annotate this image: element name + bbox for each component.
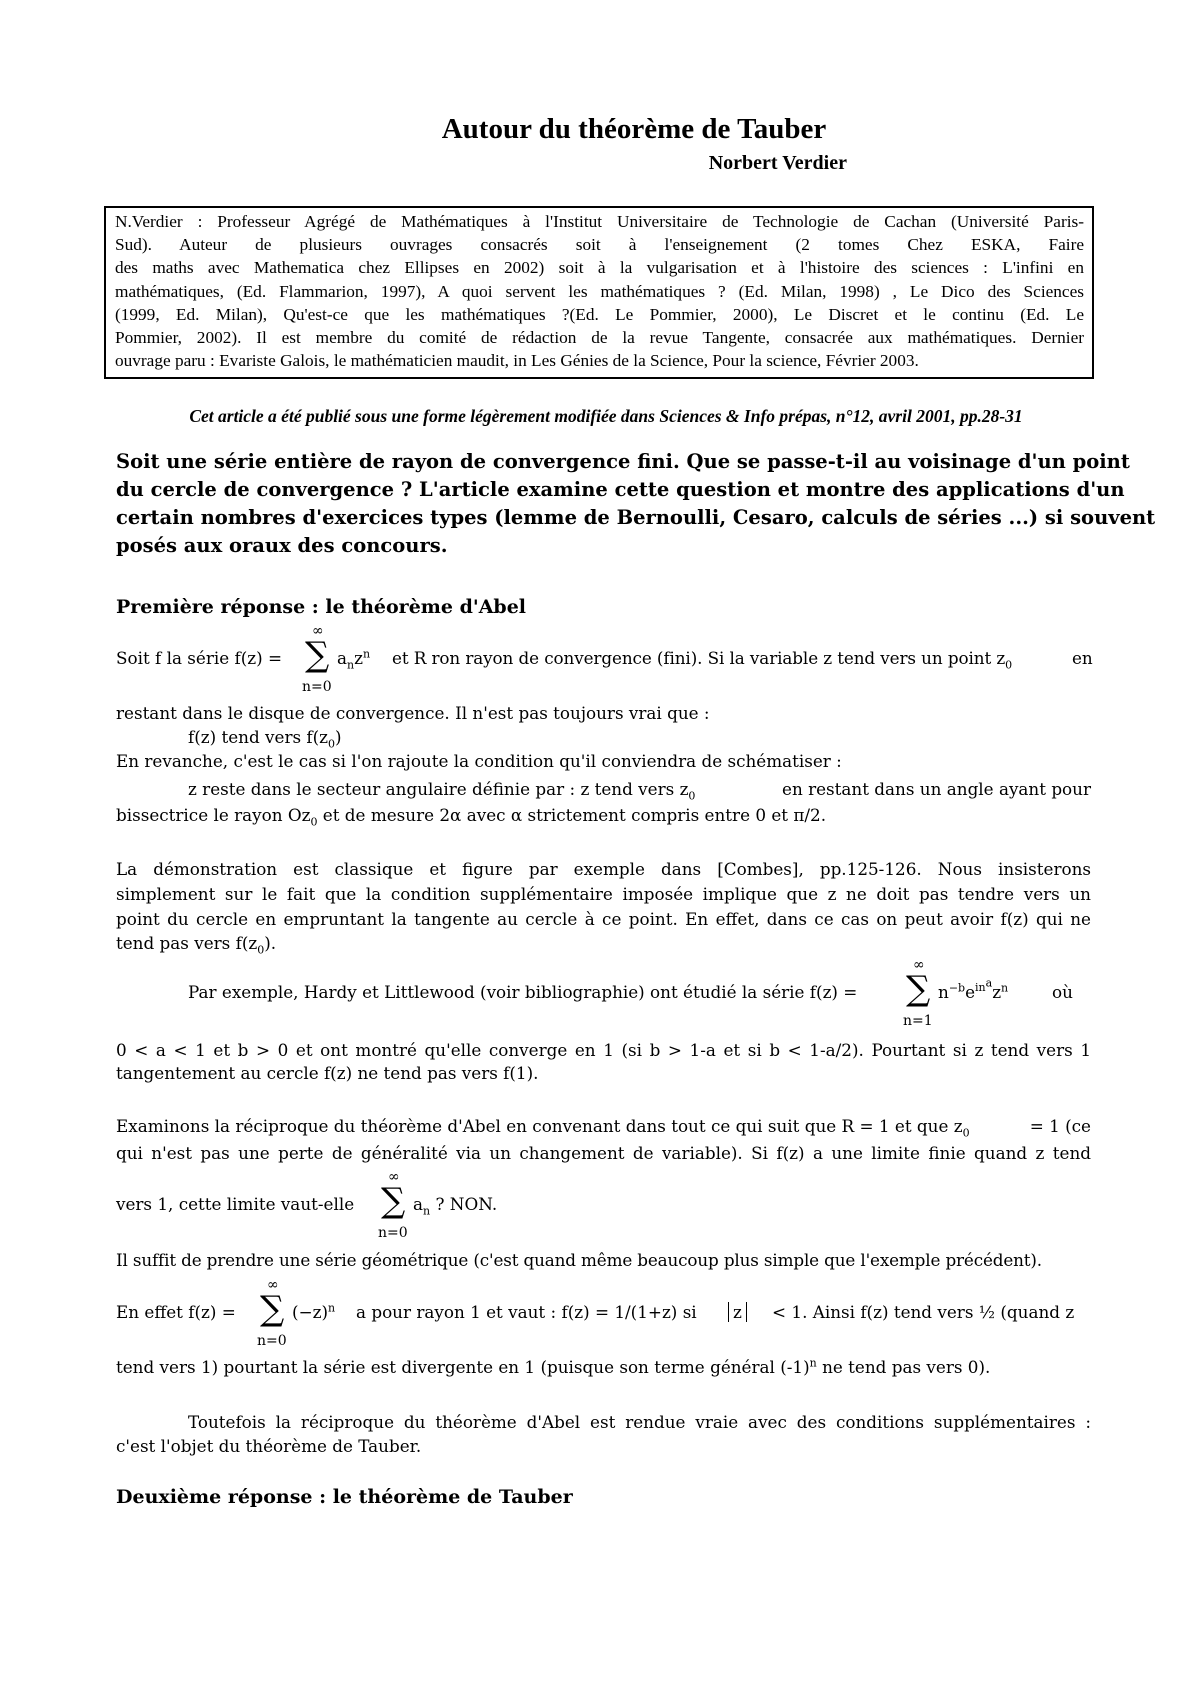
text-line <box>188 727 342 751</box>
sub-n: n <box>347 658 355 672</box>
abstract-line: Soit une série entière de rayon de convergence fini. Que se passe-t-il au voisinage d'un point <box>116 450 1130 473</box>
sup-n: n <box>809 1356 817 1370</box>
text-line: c'est l'objet du théorème de Tauber. <box>116 1436 422 1456</box>
abstract-line: certain nombres d'exercices types (lemme de Bernoulli, Cesaro, calculs de séries ...) si souvent <box>116 506 1156 529</box>
publication-note: Cet article a été publié sous une forme légèrement modifiée dans Sciences & Info prépas, n°12, avril 2001, pp.28-31 <box>189 406 1023 426</box>
section-heading-abel: Première réponse : le théorème d'Abel <box>116 596 527 618</box>
bio-line: Sud). Auteur de plusieurs ouvrages consacrés soit à l'enseignement (2 tomes Chez ESKA, Faire <box>115 235 1084 255</box>
text-line: Il suffit de prendre une série géométrique (c'est quand même beaucoup plus simple que l'exemple précédent). <box>116 1250 1042 1270</box>
sum-term <box>292 1302 335 1322</box>
text-line: point du cercle en empruntant la tangente au cercle à ce point. En effet, dans ce cas on peut avoir f(z) qui ne <box>116 909 1091 929</box>
sub-0: 0 <box>1005 658 1012 672</box>
term-a: a <box>337 648 348 668</box>
abstract-line: du cercle de convergence ? L'article examine cette question et montre des applications d'un <box>116 478 1125 501</box>
text-line: < 1. Ainsi f(z) tend vers ½ (quand z <box>772 1302 1075 1322</box>
text-line: En effet f(z) = <box>116 1302 236 1322</box>
sum-term <box>413 1194 498 1218</box>
text-span: Soit f la série f(z) = <box>116 648 283 668</box>
text-span: z reste dans le secteur angulaire définie par : z tend vers z <box>188 779 689 799</box>
abstract-line: posés aux oraux des concours. <box>116 534 448 557</box>
text-line: restant dans le disque de convergence. Il n'est pas toujours vrai que : <box>116 703 710 723</box>
sum-symbol: ∑ <box>906 969 931 1009</box>
term-z: z <box>992 982 1002 1002</box>
text-line <box>116 1357 990 1377</box>
sum-term <box>337 647 371 672</box>
text-span: Examinons la réciproque du théorème d'Abel en convenant dans tout ce qui suit que R = 1 et que z <box>116 1116 963 1136</box>
sub-0: 0 <box>962 1126 970 1140</box>
sum-upper-bound: ∞ <box>388 1169 400 1185</box>
sub-0: 0 <box>328 737 336 751</box>
sum-upper-bound: ∞ <box>312 623 324 639</box>
text-span: en <box>1072 648 1093 668</box>
abstract <box>116 448 1156 560</box>
section-heading-tauber: Deuxième réponse : le théorème de Tauber <box>116 1486 573 1508</box>
text-line: En revanche, c'est le cas si l'on rajoute la condition qu'il conviendra de schématiser : <box>116 751 842 771</box>
sum-term <box>938 976 1009 1002</box>
author-bio-box <box>104 206 1094 379</box>
text-line <box>116 1116 1091 1140</box>
text-line <box>392 648 1012 672</box>
page-title: Autour du théorème de Tauber <box>441 113 827 145</box>
sub-0: 0 <box>257 943 265 957</box>
sum-lower-bound: n=1 <box>903 1013 933 1029</box>
sum-lower-bound: n=0 <box>378 1225 408 1241</box>
term-n: n <box>938 982 949 1002</box>
sup-a: a <box>985 976 993 990</box>
sup-n: n <box>328 1301 336 1315</box>
term-e: e <box>965 982 976 1002</box>
text-span: et de mesure 2α avec α strictement compris entre 0 et π/2. <box>322 805 827 825</box>
text-line: tangentement au cercle f(z) ne tend pas vers f(1). <box>116 1063 539 1083</box>
sup-n: n <box>362 647 371 661</box>
sub-0: 0 <box>310 815 318 829</box>
text-line: Toutefois la réciproque du théorème d'Abel est rendue vraie avec des conditions supplémentaires : <box>188 1412 1091 1432</box>
text-line: 0 < a < 1 et b > 0 et ont montré qu'elle converge en 1 (si b > 1-a et si b < 1-a/2). Pourtant si z tend vers 1 <box>116 1040 1091 1060</box>
sub-0: 0 <box>688 789 696 803</box>
term-a: a <box>413 1194 424 1214</box>
bio-line: N.Verdier : Professeur Agrégé de Mathématiques à l'Institut Universitaire de Technologie de Cachan (Université Paris- <box>115 212 1084 231</box>
bio-line: mathématiques, (Ed. Flammarion, 1997), A quoi servent les mathématiques ? (Ed. Milan, 1998) , Le Dico des Sciences <box>115 281 1084 301</box>
text-span: ne tend pas vers 0). <box>822 1357 991 1377</box>
text-span: ? NON. <box>435 1194 498 1214</box>
sum-lower-bound: n=0 <box>302 679 332 695</box>
text-span: bissectrice le rayon Oz <box>116 805 311 825</box>
text-line <box>116 933 277 957</box>
sum-symbol: ∑ <box>381 1181 406 1221</box>
text-span: f(z) tend vers f(z <box>188 727 329 747</box>
text-line: qui n'est pas une perte de généralité via un changement de variable). Si f(z) a une limite finie quand z tend <box>116 1143 1091 1163</box>
sup-n: n <box>1001 981 1009 995</box>
author-name: Norbert Verdier <box>708 152 847 174</box>
sup-in: in <box>975 981 986 995</box>
bio-line: Pommier, 2002). Il est membre du comité de rédaction de la revue Tangente, consacrée aux mathématiques. Dernier <box>115 327 1084 347</box>
text-span: = 1 (ce <box>1029 1116 1091 1136</box>
sum-symbol: ∑ <box>260 1289 285 1329</box>
text-line: simplement sur le fait que la condition supplémentaire imposée implique que z ne doit pas tendre vers un <box>116 884 1091 904</box>
text-line: Par exemple, Hardy et Littlewood (voir bibliographie) ont étudié la série f(z) = <box>188 982 858 1002</box>
text-span: tend vers 1) pourtant la série est divergente en 1 (puisque son terme général (-1) <box>116 1357 810 1377</box>
term-neg-z: (−z) <box>292 1302 328 1322</box>
text-line <box>116 648 282 668</box>
sum-symbol: ∑ <box>305 635 330 675</box>
sup-minus-b: −b <box>948 981 966 995</box>
text-span: ). <box>264 933 277 953</box>
text-line: La démonstration est classique et figure par exemple dans [Combes], pp.125-126. Nous insisterons <box>116 859 1091 879</box>
sum-lower-bound: n=0 <box>257 1333 287 1349</box>
text-span: où <box>1052 982 1073 1002</box>
text-line <box>116 805 827 829</box>
text-span: en restant dans un angle ayant pour <box>782 779 1091 799</box>
abs-z: z <box>728 1302 747 1322</box>
bio-line: ouvrage paru : Evariste Galois, le mathématicien maudit, in Les Génies de la Science, Pour la science, Février 2003. <box>115 351 919 371</box>
term-z: z <box>354 648 363 668</box>
bio-line: des maths avec Mathematica chez Ellipses en 2002) soit à la vulgarisation et à l'histoire des sciences : L'infini en <box>115 258 1084 278</box>
sum-upper-bound: ∞ <box>267 1277 279 1293</box>
sub-n: n <box>423 1204 431 1218</box>
text-line: a pour rayon 1 et vaut : f(z) = 1/(1+z) si <box>356 1302 697 1322</box>
text-span: tend pas vers f(z <box>116 933 258 953</box>
text-line: vers 1, cette limite vaut-elle <box>116 1194 355 1214</box>
text-span: ) <box>335 727 342 747</box>
text-span: et R ron rayon de convergence (fini). Si la variable z tend vers un point z <box>392 648 1006 668</box>
sum-upper-bound: ∞ <box>913 957 925 973</box>
bio-line: (1999, Ed. Milan), Qu'est-ce que les mathématiques ?(Ed. Le Pommier, 2000), Le Discret et le continu (Ed. Le <box>115 304 1084 324</box>
text-line <box>188 779 1091 803</box>
